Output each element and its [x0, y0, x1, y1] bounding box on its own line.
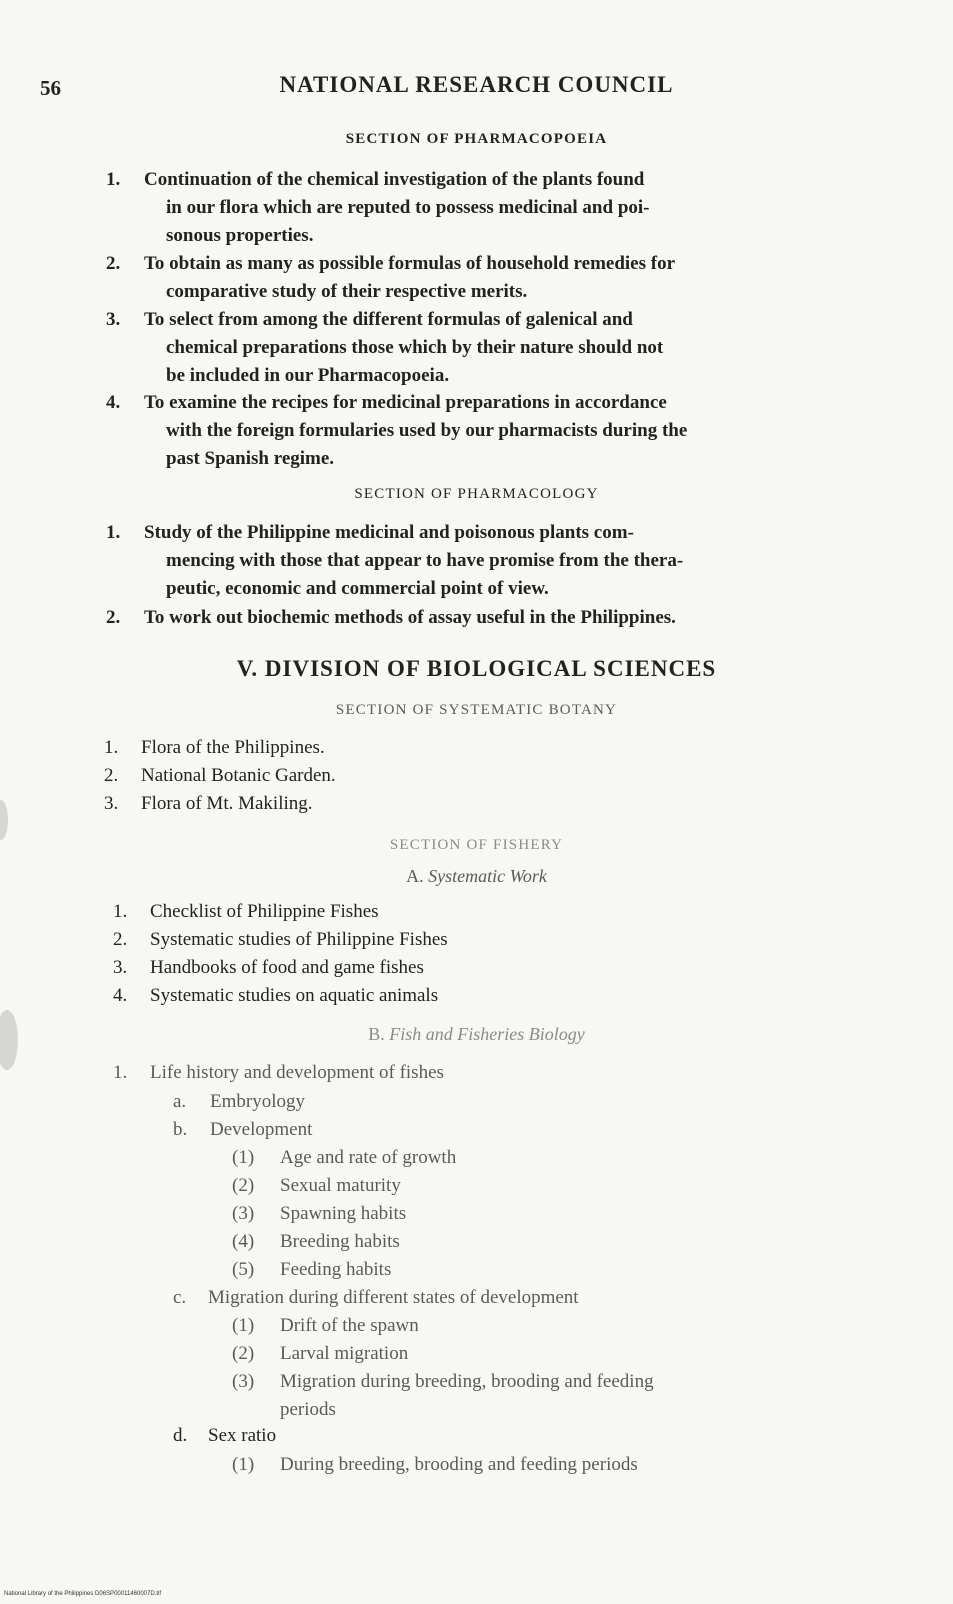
item-line: peutic, economic and commercial point of view.: [166, 578, 549, 599]
item-line: comparative study of their respective merits.: [166, 281, 528, 302]
subsection-letter: B.: [368, 1024, 385, 1044]
item-number: 3.: [104, 793, 119, 814]
item-line: To work out biochemic methods of assay useful in the Philippines.: [144, 607, 676, 628]
item-number: 2.: [113, 929, 128, 950]
item-number: (2): [232, 1175, 255, 1196]
item-number: 2.: [106, 607, 121, 628]
section-heading-pharmacology: SECTION OF PHARMACOLOGY: [354, 486, 599, 502]
item-line: Study of the Philippine medicinal and poisonous plants com-: [144, 522, 634, 543]
section-heading-pharmacopoeia: SECTION OF PHARMACOPOEIA: [345, 131, 608, 147]
item-continuation: periods: [280, 1399, 336, 1420]
subsection-title: Fish and Fisheries Biology: [389, 1024, 585, 1044]
item-number: 3.: [106, 309, 121, 330]
item-number: (1): [232, 1147, 255, 1168]
page-number: 56: [40, 76, 61, 100]
item-line: mencing with those that appear to have promise from the thera-: [166, 550, 684, 571]
item-text: Breeding habits: [280, 1231, 400, 1252]
item-number: (2): [232, 1343, 255, 1364]
item-text: Systematic studies of Philippine Fishes: [150, 929, 448, 950]
item-number: 2.: [104, 765, 119, 786]
item-line: To examine the recipes for medicinal preparations in accordance: [144, 392, 667, 413]
item-text: Feeding habits: [280, 1259, 392, 1280]
item-line: past Spanish regime.: [166, 448, 335, 469]
subsection-letter: A.: [406, 866, 424, 886]
item-number: (5): [232, 1259, 255, 1280]
item-number: (4): [232, 1231, 255, 1252]
item-text: Larval migration: [280, 1343, 409, 1364]
item-text: Spawning habits: [280, 1203, 407, 1224]
item-letter: d.: [173, 1425, 188, 1446]
item-line: Continuation of the chemical investigation of the plants found: [144, 169, 645, 190]
item-number: (3): [232, 1371, 255, 1392]
item-letter: b.: [173, 1119, 188, 1140]
item-number: (1): [232, 1454, 255, 1475]
item-line: chemical preparations those which by their nature should not: [166, 337, 664, 358]
item-number: 1.: [113, 901, 128, 922]
item-text: Flora of Mt. Makiling.: [141, 793, 313, 814]
item-number: 1.: [113, 1062, 128, 1083]
division-heading: V. DIVISION OF BIOLOGICAL SCIENCES: [236, 656, 717, 681]
running-title: NATIONAL RESEARCH COUNCIL: [279, 72, 674, 97]
item-text: Age and rate of growth: [280, 1147, 457, 1168]
item-number: 1.: [106, 522, 121, 543]
item-number: 4.: [106, 392, 121, 413]
item-number: 4.: [113, 985, 128, 1006]
item-text: Development: [210, 1119, 313, 1140]
item-line: To obtain as many as possible formulas of household remedies for: [144, 253, 676, 274]
item-text: During breeding, brooding and feeding periods: [280, 1454, 638, 1475]
item-line: in our flora which are reputed to possess medicinal and poi-: [166, 197, 650, 218]
section-heading-botany: SECTION OF SYSTEMATIC BOTANY: [335, 702, 618, 718]
item-text: Sex ratio: [208, 1425, 277, 1446]
item-number: (1): [232, 1315, 255, 1336]
item-text: Sexual maturity: [280, 1175, 401, 1196]
item-number: 1.: [104, 737, 119, 758]
item-text: Checklist of Philippine Fishes: [150, 901, 379, 922]
subsection-heading-b: [0, 1024, 953, 1045]
item-line: be included in our Pharmacopoeia.: [166, 365, 450, 386]
item-text: Systematic studies on aquatic animals: [150, 985, 439, 1006]
subsection-heading-a: [0, 866, 953, 887]
item-text: National Botanic Garden.: [141, 765, 336, 786]
item-text: Flora of the Philippines.: [141, 737, 325, 758]
item-text: Handbooks of food and game fishes: [150, 957, 424, 978]
item-letter: c.: [173, 1287, 187, 1308]
item-text: Embryology: [210, 1091, 305, 1112]
scan-smudge: [0, 800, 8, 840]
section-heading-fishery: SECTION OF FISHERY: [389, 837, 564, 853]
item-number: (3): [232, 1203, 255, 1224]
item-line: sonous properties.: [166, 225, 314, 246]
item-line: To select from among the different formulas of galenical and: [144, 309, 633, 330]
scan-credit: National Library of the Philippines D06SP00011460007D.tif: [4, 1591, 161, 1597]
item-number: 2.: [106, 253, 121, 274]
subsection-title: Systematic Work: [428, 866, 547, 886]
item-letter: a.: [173, 1091, 187, 1112]
item-text: Migration during breeding, brooding and feeding: [280, 1371, 654, 1392]
item-line: with the foreign formularies used by our pharmacists during the: [166, 420, 688, 441]
item-number: 3.: [113, 957, 128, 978]
item-text: Drift of the spawn: [280, 1315, 419, 1336]
item-text: Life history and development of fishes: [150, 1062, 444, 1083]
item-text: Migration during different states of development: [208, 1287, 579, 1308]
item-number: 1.: [106, 169, 121, 190]
